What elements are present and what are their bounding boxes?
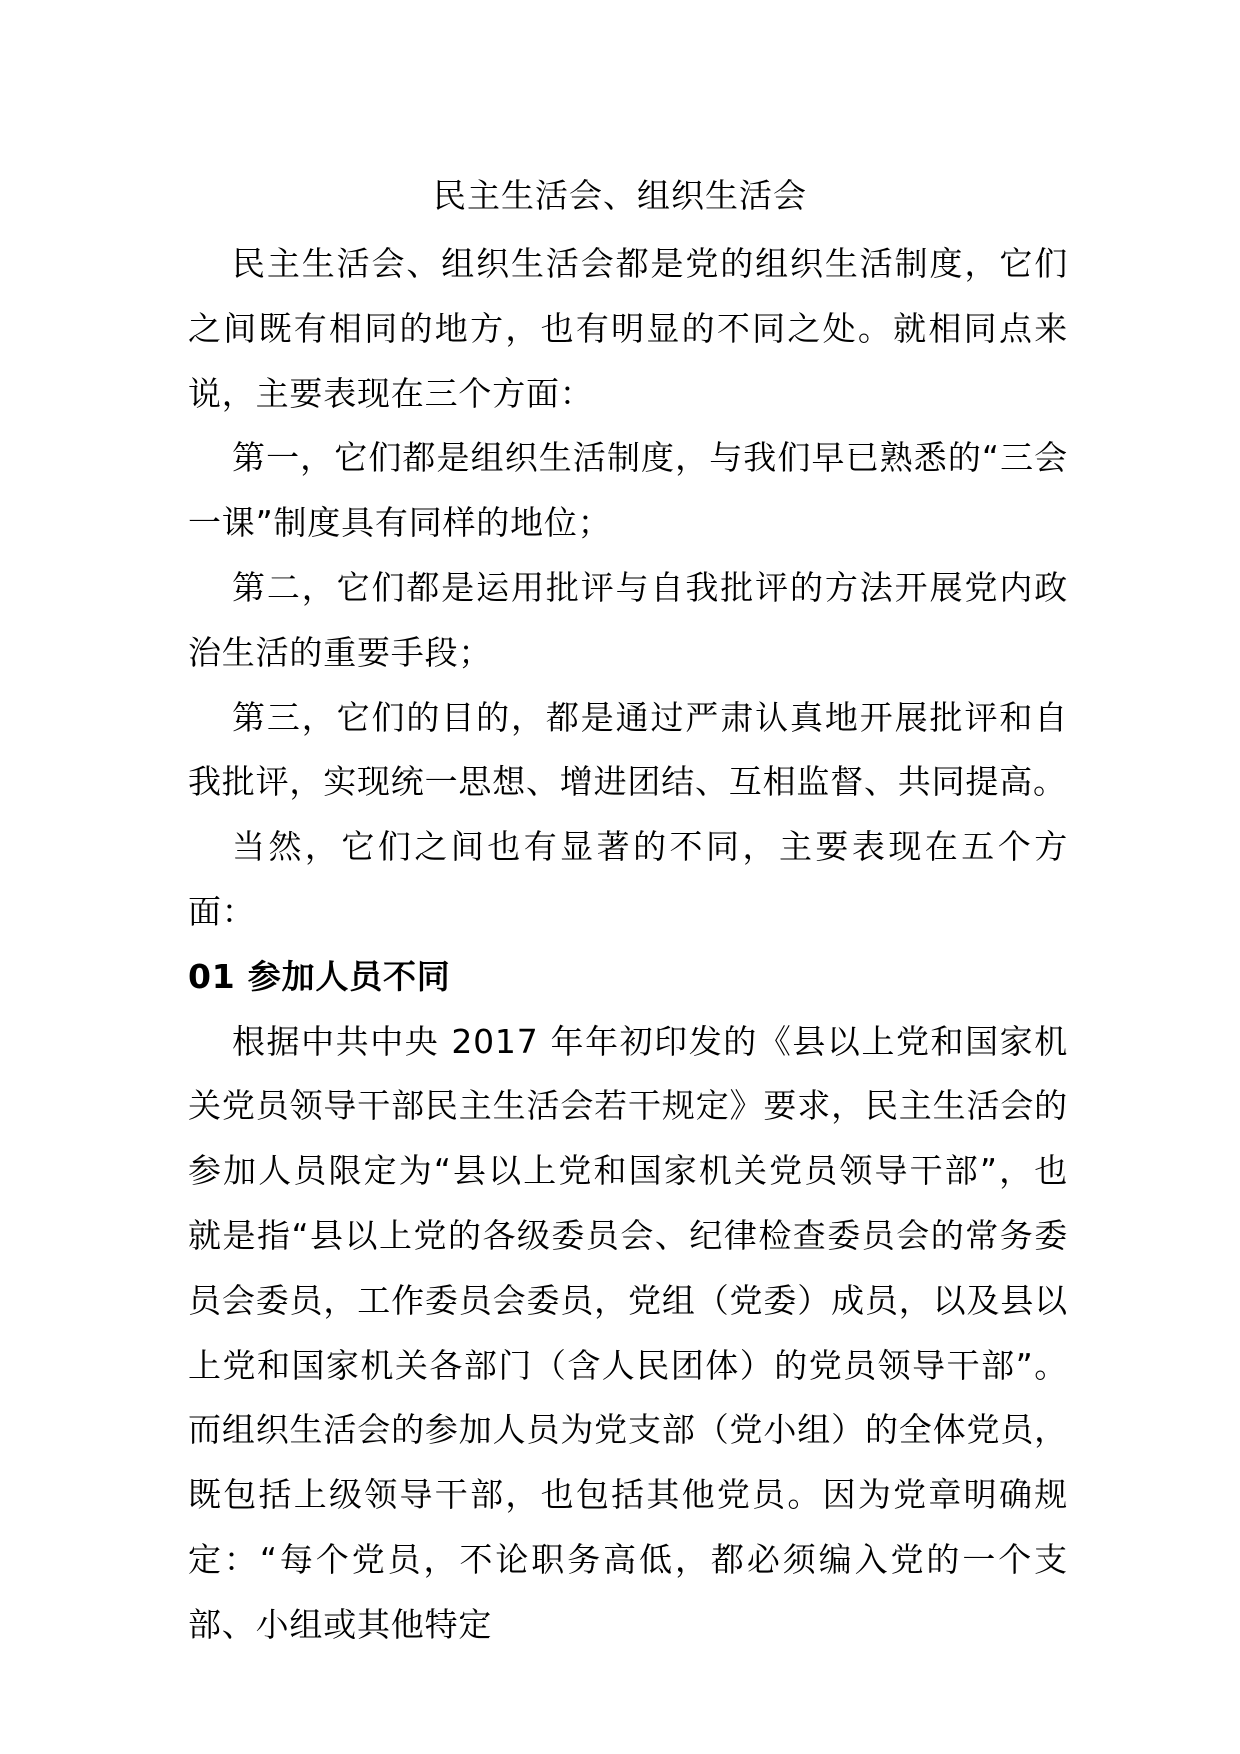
paragraph-intro: 民主生活会、组织生活会都是党的组织生活制度，它们之间既有相同的地方，也有明显的不同之处。就相同点来说，主要表现在三个方面： [188,244,1068,413]
document-body [188,232,1068,1658]
paragraph-third-point: 第三，它们的目的，都是通过严肃认真地开展批评和自我批评，实现统一思想、增进团结、互相监督、共同提高。 [188,697,1068,802]
document-title: 民主生活会、组织生活会 [433,176,807,215]
paragraph-second-point: 第二，它们都是运用批评与自我批评的方法开展党内政治生活的重要手段； [188,567,1068,672]
paragraph-first-point: 第一，它们都是组织生活制度，与我们早已熟悉的“三会一课”制度具有同样的地位； [188,438,1068,543]
section-paragraph: 根据中共中央 2017 年年初印发的《县以上党和国家机关党员领导干部民主生活会若干规定》要求，民主生活会的参加人员限定为“县以上党和国家机关党员领导干部”，也就是指“县以上党的各级委员会、纪律检查委员会的常务委员会委员，工作委员会委员，党组（党委）成员，以及县以上党和国家机关各部门（含人民团体）的党员领导干部”。而组织生活会的参加人员为党支部（党小组）的全体党员，既包括上级领导干部，也包括其他党员。因为党章明确规定：“每个党员，不论职务高低，都必须编入党的一个支部、小组或其他特定 [188,1021,1068,1644]
paragraph-differences-intro: 当然，它们之间也有显著的不同，主要表现在五个方面： [188,827,1068,931]
section-heading: 01 参加人员不同 [188,956,451,996]
